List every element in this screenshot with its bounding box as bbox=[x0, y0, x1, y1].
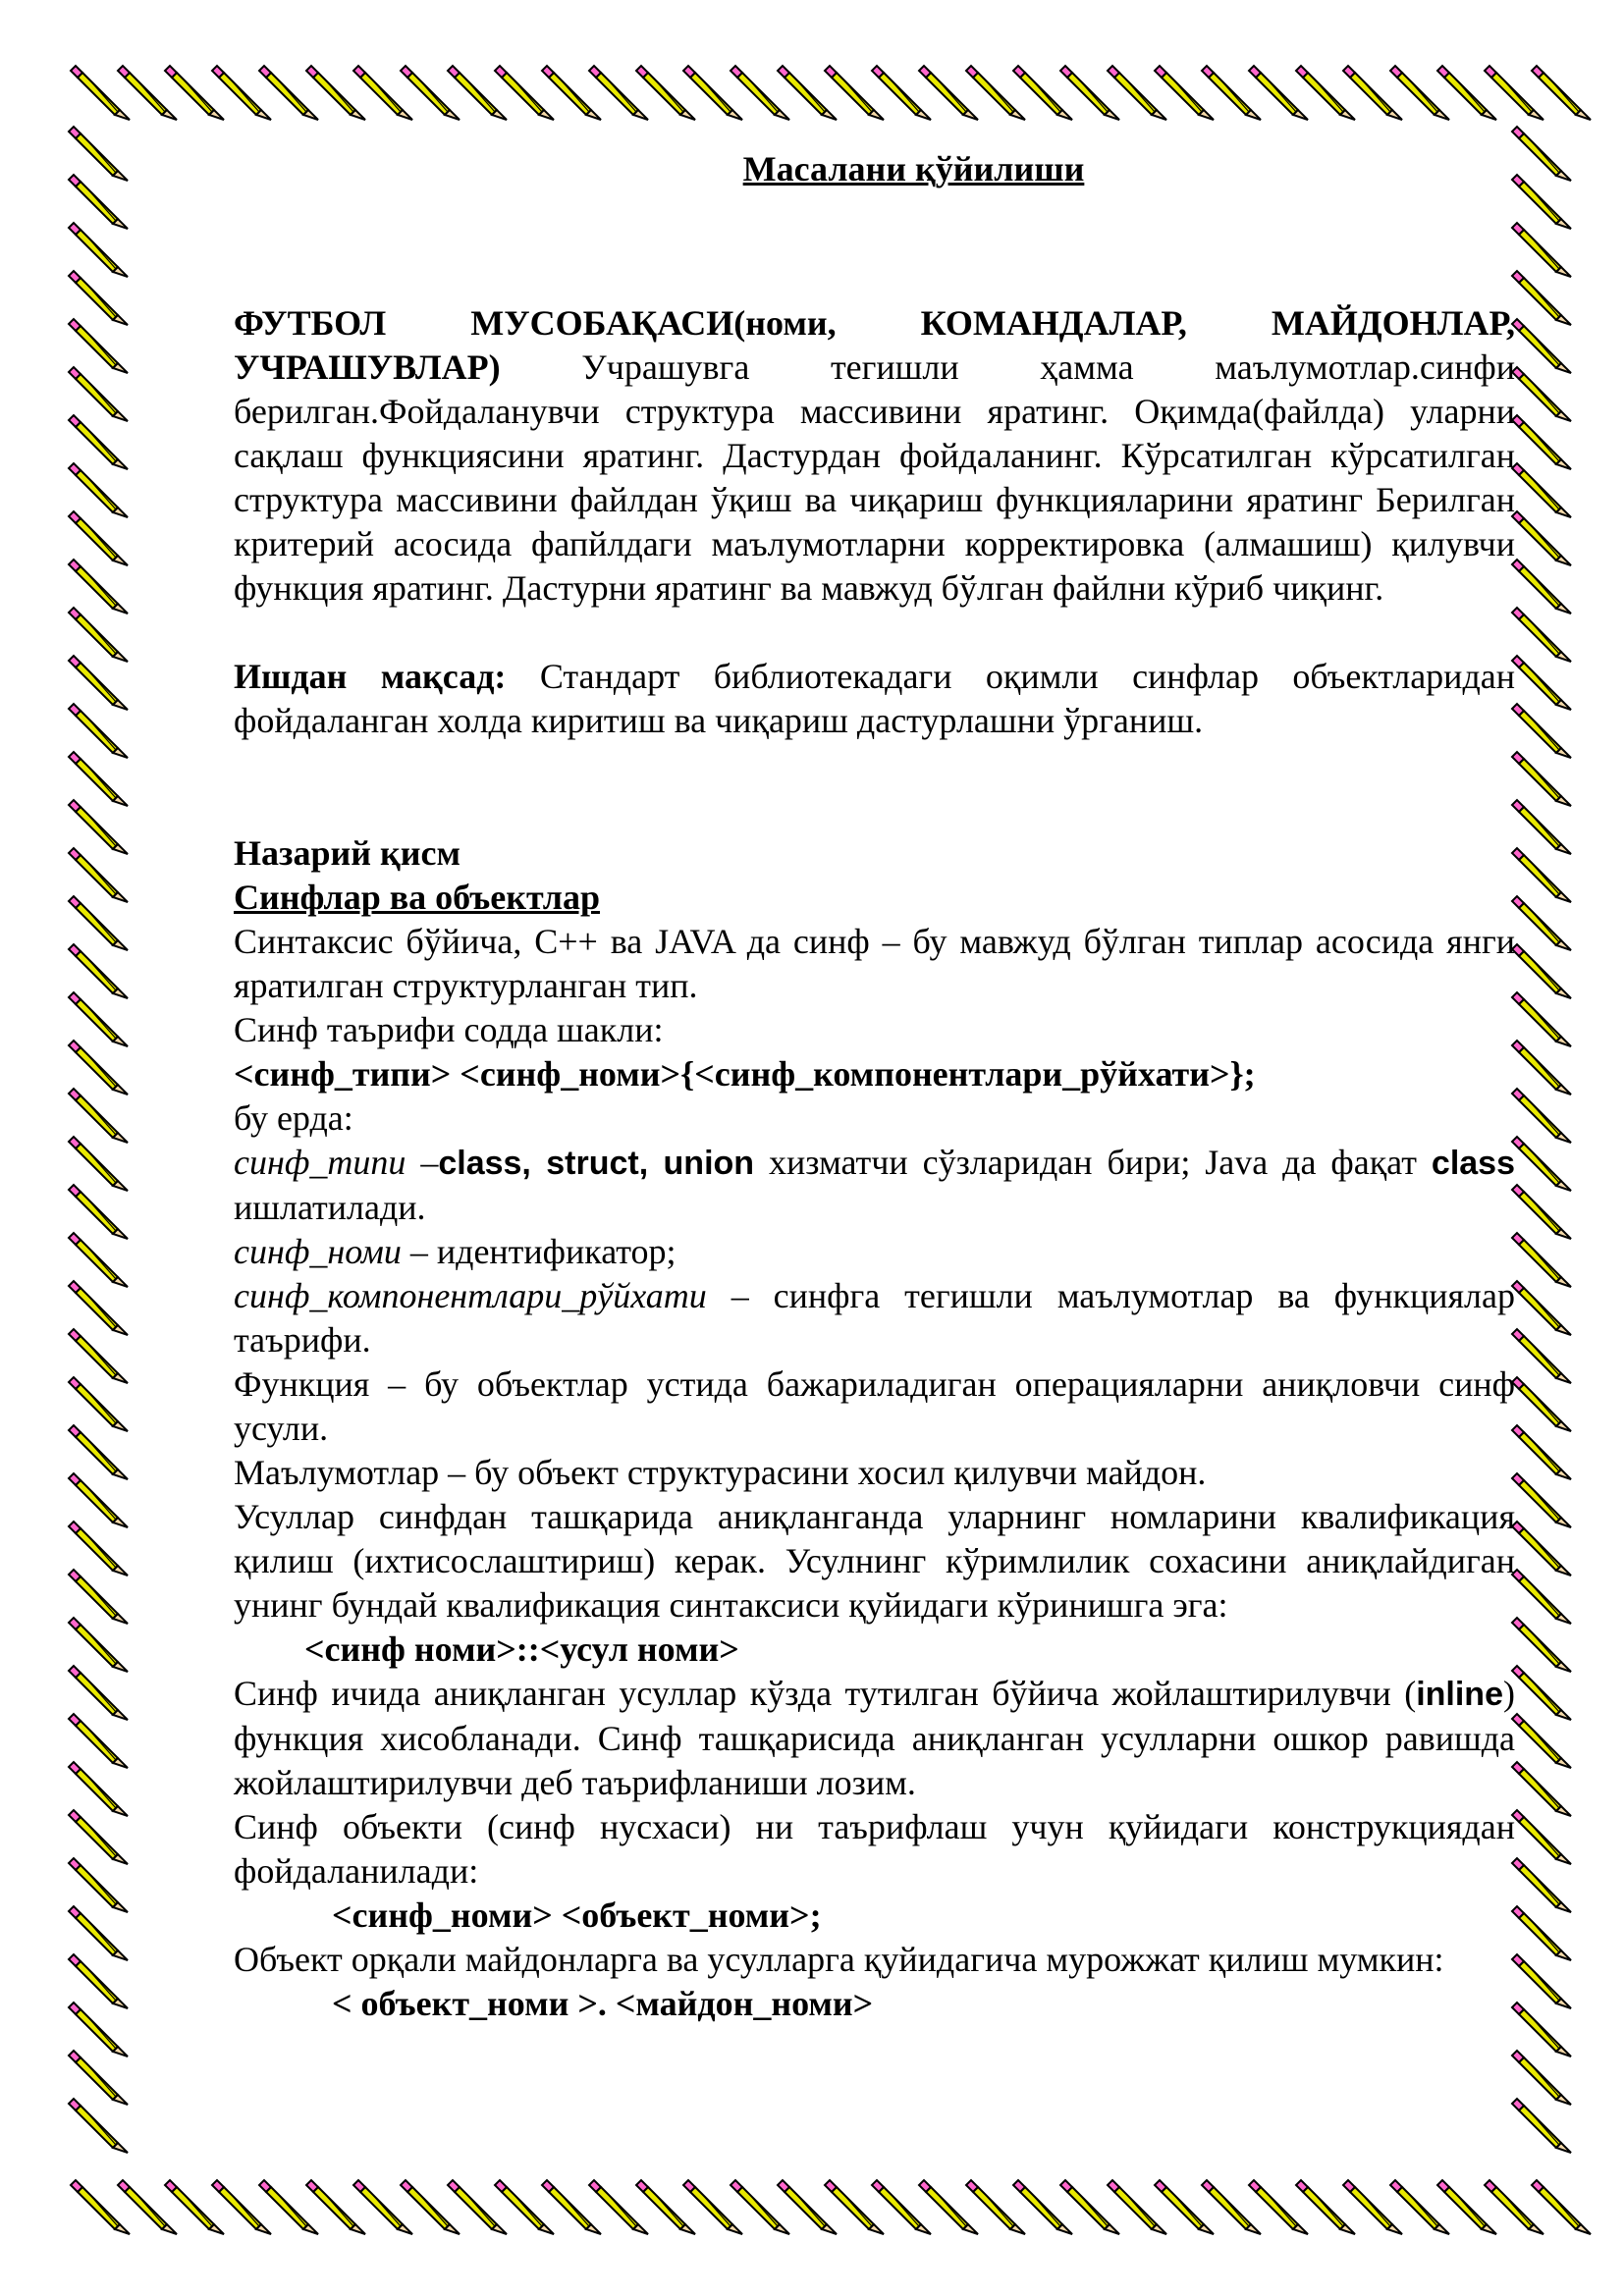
pencil-icon bbox=[69, 511, 128, 565]
syntax-scope-resolution: <синф номи>::<усул номи> bbox=[304, 1629, 739, 1669]
pencil-icon bbox=[69, 848, 128, 902]
pencil-icon bbox=[69, 463, 128, 517]
pencil-icon bbox=[1512, 656, 1571, 710]
pencil-icon bbox=[1512, 1618, 1571, 1672]
task-paragraph bbox=[234, 301, 1515, 611]
syntax-class-definition: <синф_типи> <синф_номи>{<синф_компонентлари_рўйхати>}; bbox=[234, 1054, 1256, 1094]
pencil-icon bbox=[69, 415, 128, 469]
pencil-icon bbox=[69, 1329, 128, 1383]
pencil-icon bbox=[1512, 223, 1571, 277]
pencil-icon bbox=[69, 2051, 128, 2105]
paragraph-data: Маълумотлар – бу объект структурасини хосил қилувчи майдон. bbox=[234, 1453, 1207, 1492]
pencil-icon bbox=[69, 896, 128, 950]
pencil-icon bbox=[69, 175, 128, 229]
definition-class-type bbox=[234, 1141, 1515, 1230]
pencil-icon bbox=[1512, 1906, 1571, 1960]
pencil-icon bbox=[1512, 704, 1571, 758]
pencil-icon bbox=[1512, 511, 1571, 565]
pencil-icon bbox=[1512, 1714, 1571, 1768]
pencil-icon bbox=[1512, 1425, 1571, 1479]
pencil-icon bbox=[1512, 1762, 1571, 1816]
goal-text: Стандарт библиотекадаги оқимли синфлар объектларидан фойдаланган холда киритиш ва чиқариш дастурлашни ўрганиш. bbox=[234, 657, 1515, 740]
term-component-list: синф_компонентлари_рўйхати bbox=[234, 1276, 707, 1315]
pencil-icon bbox=[1512, 608, 1571, 662]
def1-end: ишлатилади. bbox=[234, 1188, 426, 1227]
def1-rest: хизматчи сўзларидан бири; Java да фақат bbox=[754, 1143, 1432, 1182]
pencil-icon bbox=[1512, 1377, 1571, 1431]
pencil-icon bbox=[1512, 1858, 1571, 1912]
keyword-inline: inline bbox=[1416, 1676, 1503, 1713]
pencil-icon bbox=[69, 1522, 128, 1575]
paragraph-member-access: Объект орқали майдонларга ва усулларга қуйидагича мурожжат қилиш мумкин: bbox=[234, 1940, 1444, 1979]
pencil-icon bbox=[69, 992, 128, 1046]
pencil-icon bbox=[69, 1714, 128, 1768]
paragraph-inline bbox=[234, 1672, 1515, 1805]
pencil-icon bbox=[1512, 1281, 1571, 1335]
pencil-icon bbox=[1512, 2002, 1571, 2056]
pencil-icon bbox=[1512, 1666, 1571, 1720]
paragraph-where: бу ерда: bbox=[234, 1098, 353, 1138]
pencil-icon bbox=[69, 800, 128, 854]
goal-paragraph bbox=[234, 655, 1515, 743]
pencil-icon bbox=[69, 1762, 128, 1816]
pencil-icon bbox=[69, 1954, 128, 2008]
pencil-icon bbox=[69, 1281, 128, 1335]
paragraph-methods-outside: Усуллар синфдан ташқарида аниқланганда уларнинг номларини квалификация қилиш (ихтисослаштириш) керак. Усулнинг кўримлилик сохасини аниқлайдиган унинг бундай квалификация синтаксиси қуйидаги кўринишга эга: bbox=[234, 1497, 1515, 1625]
paragraph-syntax-intro: Синтаксис бўйича, C++ ва JAVA да синф – бу мавжуд бўлган типлар асосида янги яратилган структурланган тип. bbox=[234, 922, 1515, 1005]
pencil-icon bbox=[1512, 800, 1571, 854]
pencil-icon bbox=[69, 1906, 128, 1960]
pencil-icon bbox=[1532, 2180, 1591, 2234]
pencil-icon bbox=[1512, 2051, 1571, 2105]
term-class-name: синф_номи bbox=[234, 1232, 402, 1271]
pencil-icon bbox=[69, 1041, 128, 1095]
def2-rest: – идентификатор; bbox=[401, 1232, 677, 1271]
pencil-icon bbox=[69, 319, 128, 373]
pencil-icon bbox=[69, 1858, 128, 1912]
definition-class-name bbox=[234, 1230, 1515, 1274]
pencil-icon bbox=[1512, 1041, 1571, 1095]
pencil-icon bbox=[1512, 896, 1571, 950]
pencil-icon bbox=[1512, 848, 1571, 902]
pencil-icon bbox=[1512, 1137, 1571, 1191]
classes-heading: Синфлар ва объектлар bbox=[234, 878, 600, 917]
pencil-icon bbox=[69, 271, 128, 325]
document-body bbox=[234, 147, 1515, 2026]
pencil-icon bbox=[69, 223, 128, 277]
pencil-icon bbox=[69, 1377, 128, 1431]
p7-end: ) функция хисобланади. Синф ташқарисида аниқланган усулларни ошкор равишда жойлаштирилувчи деб таърифланиши лозим. bbox=[234, 1674, 1515, 1802]
syntax-member-access: < объект_номи >. <майдон_номи> bbox=[332, 1984, 874, 2023]
pencil-icon bbox=[1512, 367, 1571, 421]
pencil-icon bbox=[69, 1810, 128, 1864]
pencil-icon bbox=[69, 1137, 128, 1191]
pencil-icon bbox=[1512, 271, 1571, 325]
pencil-icon bbox=[1512, 127, 1571, 181]
pencil-icon bbox=[69, 752, 128, 806]
syntax-object-declaration: <синф_номи> <объект_номи>; bbox=[332, 1896, 822, 1935]
pencil-icon bbox=[1512, 1233, 1571, 1287]
pencil-icon bbox=[69, 1425, 128, 1479]
pencil-icon bbox=[69, 560, 128, 614]
pencil-icon bbox=[69, 2099, 128, 2153]
pencil-icon bbox=[69, 127, 128, 181]
pencil-icon bbox=[1512, 1473, 1571, 1527]
pencil-icon bbox=[1512, 944, 1571, 998]
pencil-icon bbox=[69, 1570, 128, 1624]
pencil-icon bbox=[69, 704, 128, 758]
term-class-type: синф_типи bbox=[234, 1143, 406, 1182]
pencil-icon bbox=[1512, 175, 1571, 229]
pencil-icon bbox=[69, 1618, 128, 1672]
pencil-icon bbox=[1512, 1954, 1571, 2008]
task-heading: ФУТБОЛ МУСОБАҚАСИ(номи, КОМАНДАЛАР, МАЙДОНЛАР, УЧРАШУВЛАР) bbox=[234, 303, 1515, 387]
pencil-icon bbox=[1512, 1185, 1571, 1239]
pencil-icon bbox=[1512, 1329, 1571, 1383]
pencil-icon bbox=[1512, 463, 1571, 517]
pencil-icon bbox=[1512, 1522, 1571, 1575]
task-text: Учрашувга тегишли ҳамма маълумотлар.синфи берилган.Фойдаланувчи структура массивини яратинг. Оқимда(файлда) уларни сақлаш функциясини яратинг. Дастурдан фойдаланинг. Кўрсатилган кўрсатилган структура массивини файлдан ўқиш ва чиқариш функцияларини яратинг Берилган критерий асосида фапйлдаги маълумотларни корректировка (алмашиш) қилувчи функция яратинг. Дастурни яратинг ва мавжуд бўлган файлни кўриб чиқинг. bbox=[234, 347, 1515, 608]
p7-start: Синф ичида аниқланган усуллар кўзда тутилган бўйича жойлаштирилувчи ( bbox=[234, 1674, 1417, 1713]
def1-dash: – bbox=[406, 1143, 439, 1182]
pencil-icon bbox=[1512, 319, 1571, 373]
pencil-icon bbox=[69, 1089, 128, 1143]
paragraph-function: Функция – бу объектлар устида бажариладиган операцияларни аниқловчи синф усули. bbox=[234, 1364, 1515, 1448]
def3-rest: – синфга тегишли маълумотлар ва функциялар таърифи. bbox=[234, 1276, 1515, 1360]
keywords-class-struct-union: class, struct, union bbox=[438, 1145, 755, 1182]
pencil-icon bbox=[1512, 1570, 1571, 1624]
pencil-icon bbox=[69, 2002, 128, 2056]
pencil-icon bbox=[1512, 992, 1571, 1046]
paragraph-object-definition: Синф объекти (синф нусхаси) ни таърифлаш учун қуйидаги конструкциядан фойдаланилади: bbox=[234, 1807, 1515, 1891]
pencil-icon bbox=[1512, 752, 1571, 806]
definition-component-list bbox=[234, 1274, 1515, 1362]
pencil-icon bbox=[69, 1666, 128, 1720]
pencil-icon bbox=[69, 1185, 128, 1239]
pencil-icon bbox=[1512, 1089, 1571, 1143]
pencil-icon bbox=[1512, 560, 1571, 614]
pencil-icon bbox=[1532, 66, 1591, 120]
page-title: Масалани қўйилиши bbox=[742, 149, 1085, 188]
pencil-icon bbox=[69, 1473, 128, 1527]
pencil-icon bbox=[69, 944, 128, 998]
pencil-icon bbox=[1512, 415, 1571, 469]
theory-heading: Назарий қисм bbox=[234, 833, 460, 873]
pencil-icon bbox=[1512, 2099, 1571, 2153]
pencil-icon bbox=[69, 656, 128, 710]
pencil-icon bbox=[69, 608, 128, 662]
goal-label: Ишдан мақсад: bbox=[234, 657, 507, 696]
pencil-icon bbox=[1512, 1810, 1571, 1864]
pencil-icon bbox=[69, 367, 128, 421]
paragraph-simple-form: Синф таърифи содда шакли: bbox=[234, 1010, 664, 1049]
pencil-icon bbox=[69, 1233, 128, 1287]
keyword-class: class bbox=[1431, 1145, 1515, 1182]
